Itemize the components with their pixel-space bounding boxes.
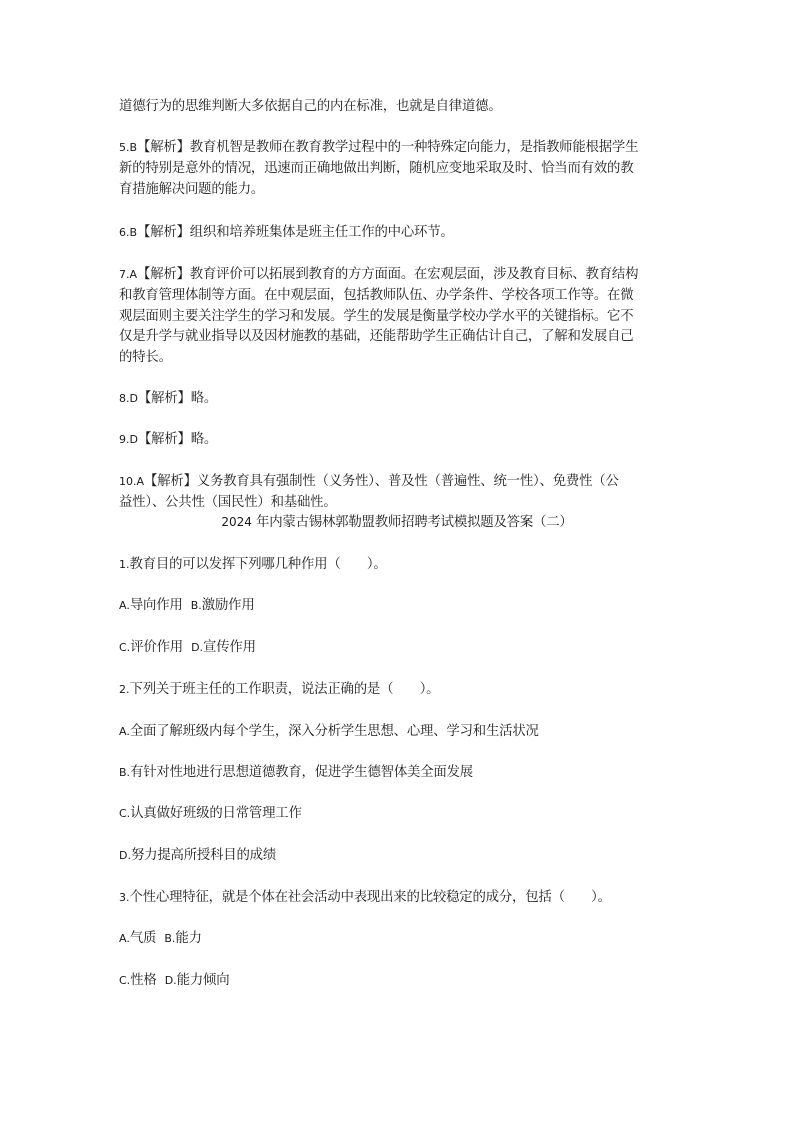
answer-number: 8.D [119,392,138,405]
question-2-option-d: D.努力提高所授科目的成绩 [119,848,277,863]
section-title [0,512,794,533]
option-text: 能力倾向 [176,973,230,988]
answer-number: 9.D [119,433,138,446]
option-text: 努力提高所授科目的成绩 [130,848,277,863]
analysis-line: 的特长。 [119,350,172,366]
answer-number: 7.A [119,268,138,281]
analysis-line: 6.B【解析】组织和培养班集体是班主任工作的中心环节。 [119,225,454,240]
question-3-options-row: C.性格 D.能力倾向 [119,973,230,988]
option-text: 性格 [130,973,157,988]
analysis-line: 8.D【解析】略。 [119,391,218,406]
analysis-6 [119,223,679,244]
analysis-line: 益性）、公共性（国民性）和基础性。 [119,494,337,510]
question-1-options-row: C.评价作用 D.宣传作用 [119,640,256,655]
question-2-stem: 2.下列关于班主任的工作职责，说法正确的是（ ）。 [119,682,440,697]
option-text: 宣传作用 [203,640,256,655]
continuation-text: 道德行为的思维判断大多依据自己的内在标准，也就是自律道德。 [119,99,502,114]
question-1-options-row: A.导向作用 B.激励作用 [119,598,255,613]
analysis-line: 7.A【解析】教育评价可以拓展到教育的方方面面。在宏观层面，涉及教育目标、教育结构 [119,267,639,282]
section-title-year: 2024 [221,515,252,529]
question-2-option-c: C.认真做好班级的日常管理工作 [119,806,302,821]
option-text: 激励作用 [201,598,255,613]
analysis-8 [119,389,679,410]
analysis-line: 新的特别是意外的情况，迅速而正确地做出判断，随机应变地采取及时、恰当而有效的教 [119,160,634,176]
option-text: 有针对性地进行思想道德教育，促进学生德智体美全面发展 [130,765,474,780]
analysis-line: 5.B【解析】教育机智是教师在教育教学过程中的一种特殊定向能力，是指教师能根据学生 [119,140,639,155]
analysis-line: 育措施解决问题的能力。 [119,181,265,197]
question-2-option-b: B.有针对性地进行思想道德教育，促进学生德智体美全面发展 [119,765,474,780]
option-text: 导向作用 [129,598,183,613]
question-1-stem: 1.教育目的可以发挥下列哪几种作用（ ）。 [119,557,387,572]
question-2-option-a: A.全面了解班级内每个学生，深入分析学生思想、心理、学习和生活状况 [119,724,539,739]
answer-number: 5.B [119,141,138,154]
analysis-7 [119,265,679,369]
analysis-line: 和教育管理体制等方面。在中观层面，包括教师队伍、办学条件、学校各项工作等。在微 [119,287,634,303]
analysis-9 [119,430,679,451]
answer-number: 6.B [119,226,138,239]
analysis-line: 观层面则主要关注学生的学习和发展。学生的发展是衡量学校办学水平的关键指标。它不 [119,308,634,324]
option-text: 全面了解班级内每个学生，深入分析学生思想、心理、学习和生活状况 [129,724,539,739]
section-title-text: 年内蒙古锡林郭勒盟教师招聘考试模拟题及答案（二） [256,515,573,530]
question-3-options-row: A.气质 B.能力 [119,931,202,946]
question-3-stem: 3.个性心理特征，就是个体在社会活动中表现出来的比较稳定的成分，包括（ ）。 [119,890,611,905]
analysis-10 [119,472,679,514]
option-text: 评价作用 [130,640,183,655]
analysis-5 [119,138,679,200]
analysis-line: 10.A【解析】义务教育具有强制性（义务性）、普及性（普遍性、统一性）、免费性（公 [119,474,619,489]
answer-number: 10.A [119,475,145,488]
option-text: 认真做好班级的日常管理工作 [130,806,302,821]
analysis-line: 9.D【解析】略。 [119,432,218,447]
option-text: 气质 [129,931,157,946]
analysis-line: 仅是升学与就业指导以及因材施教的基础，还能帮助学生正确估计自己，了解和发展自己 [119,329,634,345]
option-text: 能力 [175,931,202,946]
